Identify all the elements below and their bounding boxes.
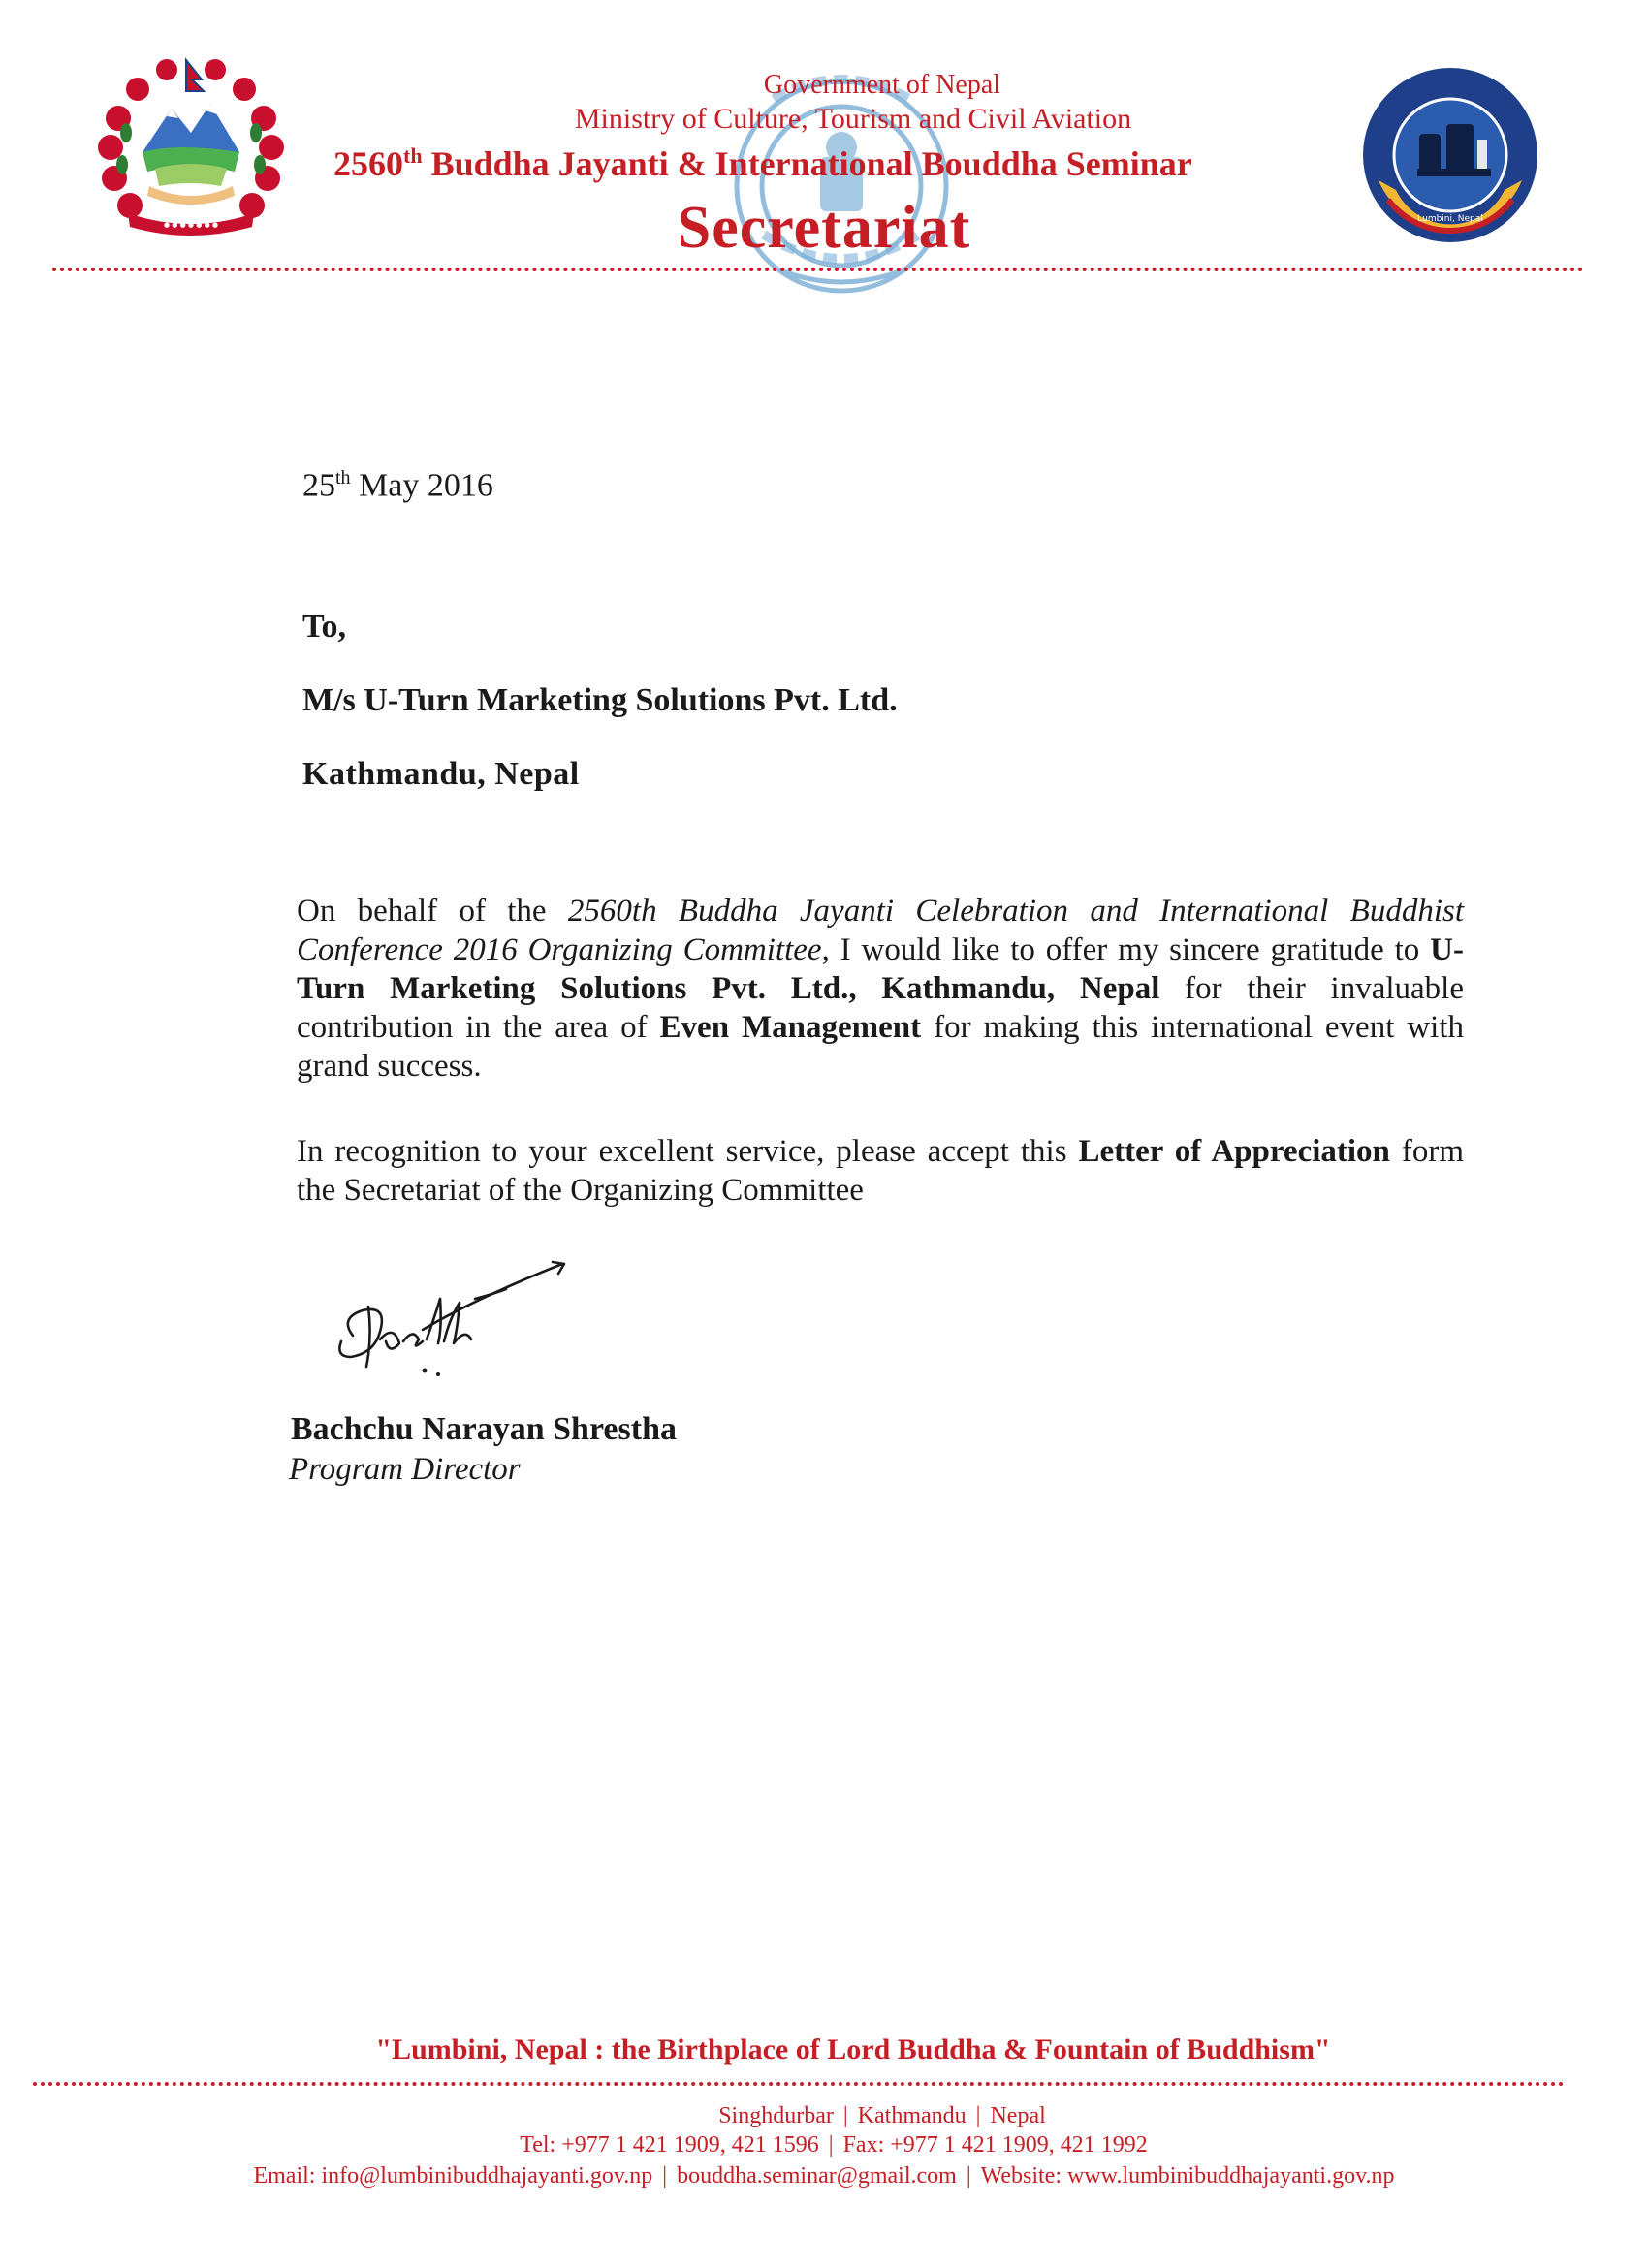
recipient-city: Kathmandu, Nepal	[302, 756, 580, 792]
footer-email-link[interactable]: Email: info@lumbinibuddhajayanti.gov.np	[253, 2163, 653, 2189]
ministry-title: Ministry of Culture, Tourism and Civil Aviation	[574, 103, 1132, 135]
paragraph-gratitude	[297, 892, 1464, 1086]
footer-email2-link[interactable]: bouddha.seminar@gmail.com	[677, 2163, 957, 2189]
salutation: To,	[302, 609, 347, 645]
address-line-3: Nepal	[990, 2103, 1046, 2128]
svg-text:● ● ● ● ● ● ●: ● ● ● ● ● ● ●	[163, 221, 219, 229]
p2-letter-title: Letter of Appreciation	[1078, 1134, 1390, 1169]
paragraph-recognition	[297, 1132, 1464, 1210]
p1-company-name: U-Turn Marketing Solutions Pvt. Ltd., Kathmandu, Nepal	[297, 932, 1464, 1006]
signer-name: Bachchu Narayan Shrestha	[291, 1411, 677, 1447]
address-line-1: Singhdurbar	[718, 2103, 834, 2128]
footer-divider	[33, 2082, 1565, 2086]
address-line-2: Kathmandu	[857, 2103, 967, 2128]
footer-website-link[interactable]: Website: www.lumbinibuddhajayanti.gov.np	[980, 2163, 1395, 2189]
date-day: 25	[302, 467, 335, 504]
letter-date	[302, 467, 493, 504]
seminar-title	[333, 143, 1192, 184]
p1-text-c: , I would like to offer my sincere gratitude to	[821, 932, 1431, 967]
signer-title: Program Director	[289, 1452, 521, 1487]
p1-text-e: for their invaluable contribution in the area of	[297, 971, 1464, 1045]
date-ordinal: th	[335, 467, 351, 488]
footer-motto: "Lumbini, Nepal : the Birthplace of Lord Buddha & Fountain of Buddhism"	[375, 2033, 1331, 2065]
footer-fax: Fax: +977 1 421 1909, 421 1992	[842, 2132, 1148, 2158]
footer-tel: Tel: +977 1 421 1909, 421 1596	[520, 2132, 819, 2158]
p1-event-name: 2560th Buddha Jayanti Celebration and International Buddhist Conference 2016 Organizing Committee	[297, 894, 1464, 967]
seminar-ordinal: th	[403, 143, 423, 168]
header-divider	[52, 268, 1584, 271]
p1-text-a: On behalf of the	[297, 894, 568, 929]
p2-text-a: In recognition to your excellent service, please accept this	[297, 1134, 1079, 1169]
date-month-year: May 2016	[350, 467, 493, 504]
footer-phone: Tel: +977 1 421 1909, 421 1596 | Fax: +977 1 421 1909, 421 1992	[520, 2132, 1148, 2158]
p1-service-area: Even Management	[659, 1010, 922, 1045]
office-title: Secretariat	[677, 195, 971, 261]
p1-text-g: for making this international event with grand success.	[297, 1010, 1464, 1084]
government-title: Government of Nepal	[763, 70, 1001, 100]
seminar-number: 2560	[333, 144, 403, 183]
p2-text-c: form the Secretariat of the Organizing Committee	[297, 1134, 1464, 1208]
footer-address: Singhdurbar | Kathmandu | Nepal	[718, 2103, 1046, 2128]
seminar-name: Buddha Jayanti & International Bouddha Seminar	[422, 144, 1192, 183]
signature	[330, 1260, 572, 1396]
recipient-name: M/s U-Turn Marketing Solutions Pvt. Ltd.	[302, 682, 898, 718]
footer-contacts: Email: info@lumbinibuddhajayanti.gov.np | bouddha.seminar@gmail.com | Website: www.lumbinibuddhajayanti.gov.np	[253, 2163, 1395, 2189]
seal-bottom-text: Lumbini, Nepal	[1417, 214, 1483, 224]
